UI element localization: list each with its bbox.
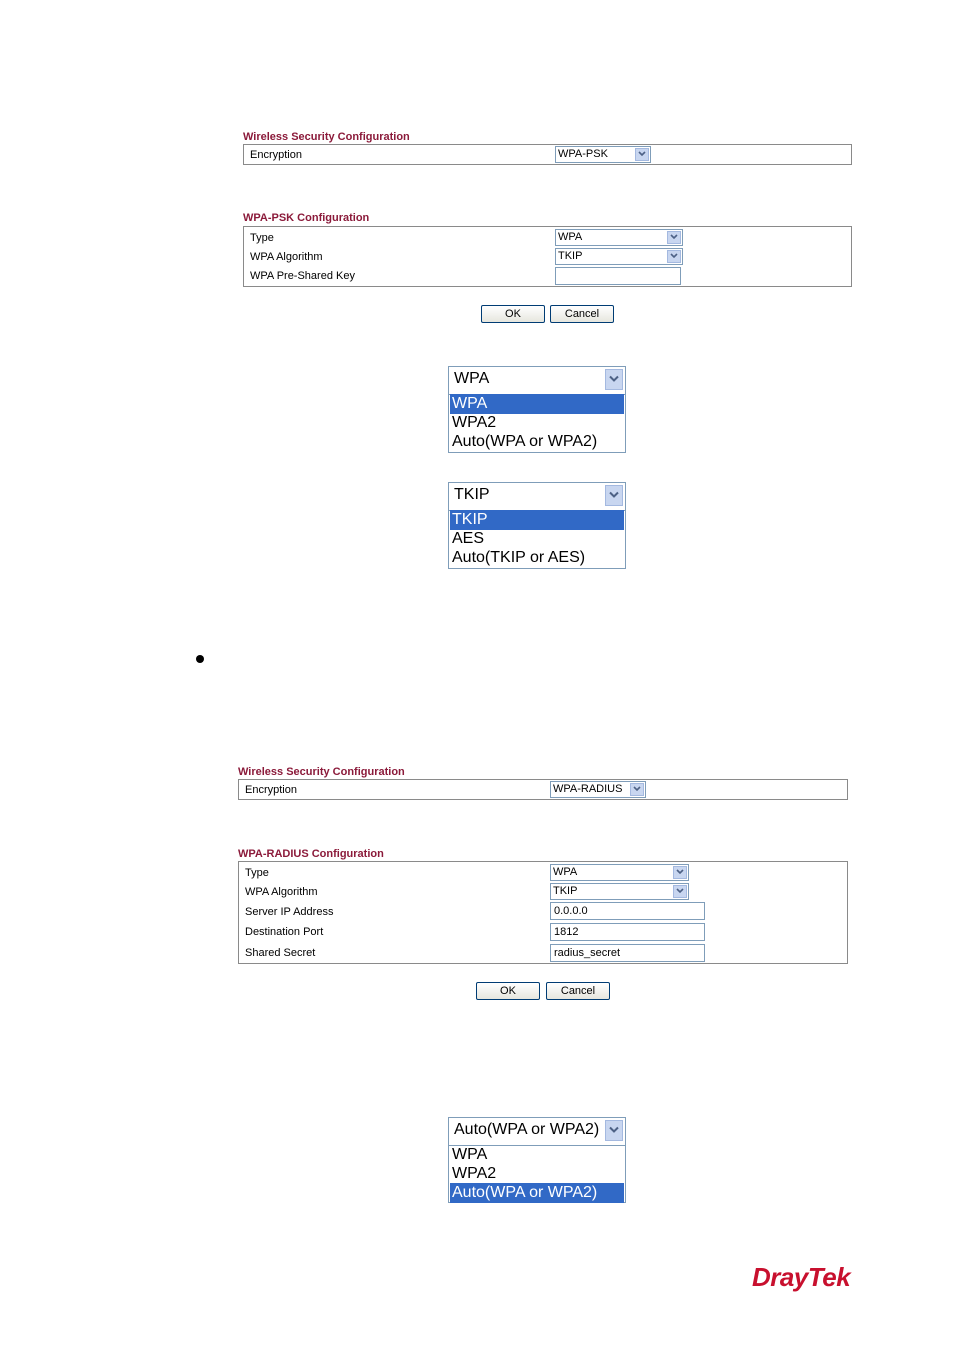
radius-type-label: Type [245,867,269,879]
chevron-down-icon[interactable] [605,369,623,390]
server-ip-value: 0.0.0.0 [554,905,588,917]
chevron-down-icon [673,885,687,898]
auto-option-wpa[interactable]: WPA [452,1146,488,1163]
wpa-algorithm-select[interactable] [555,248,683,265]
shared-secret-input[interactable] [550,944,705,962]
wpa-psk-config-table [243,226,852,287]
wpa-algorithm-label: WPA Algorithm [250,251,323,263]
radius-encryption-label: Encryption [245,784,297,796]
destination-port-input[interactable] [550,923,705,941]
ok-button[interactable]: OK [481,305,545,323]
auto-type-dropdown-expanded[interactable] [448,1117,626,1203]
server-ip-label: Server IP Address [245,906,334,918]
radius-encryption-table [238,779,848,800]
chevron-down-icon [667,250,681,263]
radius-algorithm-select-value: TKIP [553,885,578,897]
type-dropdown-expanded[interactable] [448,366,626,453]
auto-option-auto[interactable]: Auto(WPA or WPA2) [450,1183,624,1203]
encryption-select[interactable] [555,146,651,163]
chevron-down-icon [673,866,687,879]
algorithm-dropdown-header[interactable] [449,483,625,511]
encryption-label: Encryption [250,149,302,161]
algorithm-option-tkip[interactable]: TKIP [450,510,624,530]
encryption-table [243,144,852,165]
auto-type-dropdown-selected: Auto(WPA or WPA2) [454,1121,600,1138]
wpa-algorithm-select-value: TKIP [558,250,583,262]
algorithm-dropdown-expanded[interactable] [448,482,626,569]
algorithm-option-auto[interactable]: Auto(TKIP or AES) [452,549,586,566]
pre-shared-key-label: WPA Pre-Shared Key [250,270,355,282]
radius-algorithm-select[interactable] [550,883,689,900]
chevron-down-icon[interactable] [605,485,623,506]
encryption-select-value: WPA-PSK [558,148,608,160]
pre-shared-key-input[interactable] [555,267,681,285]
radius-ok-button[interactable]: OK [476,982,540,1000]
type-select[interactable] [555,229,683,246]
security-config-title: Wireless Security Configuration [243,131,410,143]
radius-encryption-select[interactable] [550,781,646,798]
radius-type-select-value: WPA [553,866,578,878]
type-option-auto[interactable]: Auto(WPA or WPA2) [452,433,598,450]
cancel-button[interactable]: Cancel [550,305,614,323]
shared-secret-value: radius_secret [554,947,621,959]
auto-option-wpa2[interactable]: WPA2 [452,1165,497,1182]
algorithm-dropdown-selected: TKIP [454,486,490,503]
radius-security-config-title: Wireless Security Configuration [238,766,405,778]
bullet-point [196,655,204,663]
type-option-wpa[interactable]: WPA [450,394,624,414]
algorithm-option-aes[interactable]: AES [452,530,485,547]
radius-type-select[interactable] [550,864,689,881]
radius-algorithm-label: WPA Algorithm [245,886,318,898]
chevron-down-icon [635,148,649,161]
type-label: Type [250,232,274,244]
auto-type-dropdown-header[interactable] [449,1118,625,1146]
chevron-down-icon[interactable] [605,1120,623,1141]
destination-port-value: 1812 [554,926,579,938]
wpa-radius-config-title: WPA-RADIUS Configuration [238,848,384,860]
type-select-value: WPA [558,231,583,243]
shared-secret-label: Shared Secret [245,947,316,959]
server-ip-input[interactable] [550,902,705,920]
wpa-psk-config-title: WPA-PSK Configuration [243,212,370,224]
radius-encryption-select-value: WPA-RADIUS [553,783,623,795]
radius-cancel-button[interactable]: Cancel [546,982,610,1000]
type-option-wpa2[interactable]: WPA2 [452,414,497,431]
chevron-down-icon [667,231,681,244]
type-dropdown-header[interactable] [449,367,625,395]
wpa-radius-config-table [238,861,848,964]
destination-port-label: Destination Port [245,926,324,938]
type-dropdown-selected: WPA [454,370,490,387]
chevron-down-icon [630,783,644,796]
draytek-logo: DrayTek [752,1262,851,1292]
